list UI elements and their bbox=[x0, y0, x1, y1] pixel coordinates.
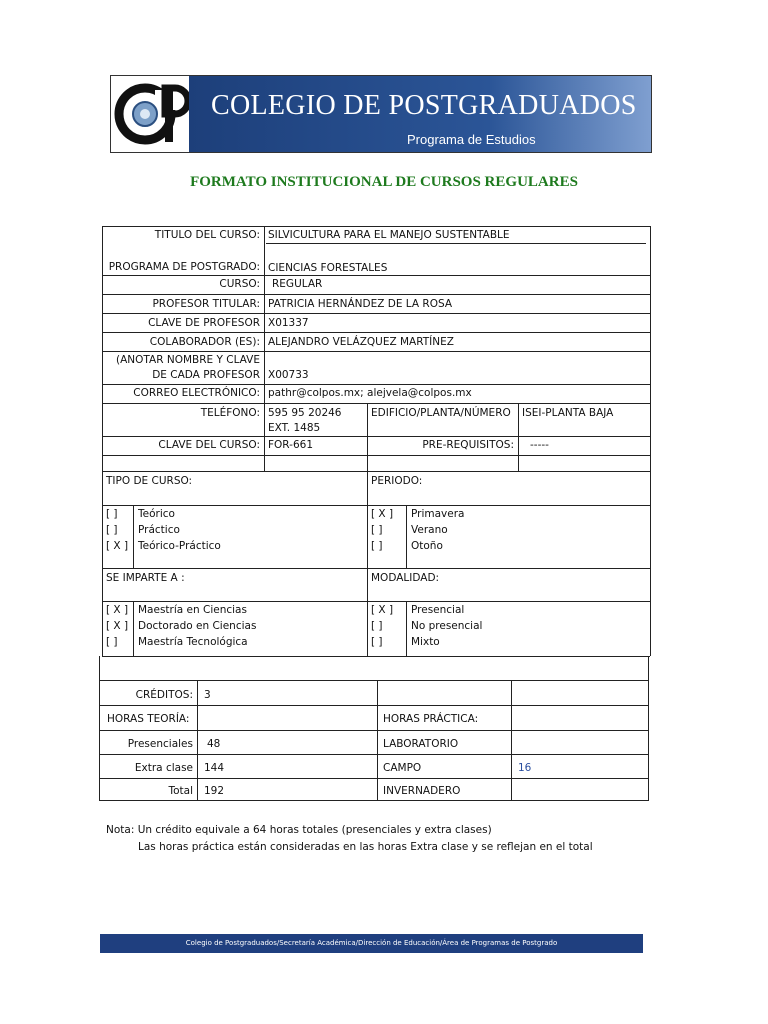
modalidad-mark-2: [ ] bbox=[371, 636, 383, 648]
titulo-value: SILVICULTURA PARA EL MANEJO SUSTENTABLE bbox=[268, 229, 510, 241]
imparte-label: SE IMPARTE A : bbox=[106, 572, 185, 584]
tipo-option-teorico: Teórico bbox=[138, 508, 175, 520]
modalidad-option-no-presencial: No presencial bbox=[411, 620, 483, 632]
presenciales-label: Presenciales bbox=[127, 738, 193, 750]
titulo-label: TITULO DEL CURSO: bbox=[154, 229, 260, 241]
clave-curso-label: CLAVE DEL CURSO: bbox=[158, 439, 260, 451]
laboratorio-label: LABORATORIO bbox=[383, 738, 459, 750]
telefono-label: TELÉFONO: bbox=[200, 407, 260, 419]
periodo-mark-1: [ ] bbox=[371, 524, 383, 536]
edificio-value: ISEI-PLANTA BAJA bbox=[522, 407, 614, 419]
anotar-label-1: (ANOTAR NOMBRE Y CLAVE bbox=[116, 354, 260, 366]
tipo-option-teorico-practico: Teórico-Práctico bbox=[138, 540, 221, 552]
periodo-option-verano: Verano bbox=[411, 524, 448, 536]
anotar-label-2: DE CADA PROFESOR bbox=[152, 369, 260, 381]
horas-practica-label: HORAS PRÁCTICA: bbox=[383, 713, 479, 725]
svg-text:CP: CP bbox=[115, 143, 123, 150]
profesor-label: PROFESOR TITULAR: bbox=[152, 298, 260, 310]
profesor-value: PATRICIA HERNÁNDEZ DE LA ROSA bbox=[268, 298, 453, 310]
clave-profesor-value: X01337 bbox=[268, 317, 309, 329]
imparte-mark-1: [ X ] bbox=[106, 620, 129, 632]
footer-bar: Colegio de Postgraduados/Secretaría Académica/Dirección de Educación/Área de Programas de Postgrado bbox=[100, 934, 643, 953]
correo-value: pathr@colpos.mx; alejvela@colpos.mx bbox=[268, 387, 472, 399]
tipo-curso-label: TIPO DE CURSO: bbox=[106, 475, 193, 487]
colaborador-value: ALEJANDRO VELÁZQUEZ MARTÍNEZ bbox=[268, 336, 454, 348]
telefono-value-2: EXT. 1485 bbox=[268, 422, 321, 434]
modalidad-label: MODALIDAD: bbox=[371, 572, 440, 584]
edificio-label: EDIFICIO/PLANTA/NÚMERO bbox=[371, 407, 511, 419]
creditos-value: 3 bbox=[204, 689, 211, 701]
correo-label: CORREO ELECTRÓNICO: bbox=[133, 387, 260, 399]
extra-clase-value: 144 bbox=[204, 762, 225, 774]
note-line-1: Nota: Un crédito equivale a 64 horas totales (presenciales y extra clases) bbox=[106, 824, 492, 836]
telefono-value-1: 595 95 20246 bbox=[268, 407, 342, 419]
colpos-logo-icon bbox=[111, 76, 189, 152]
presenciales-value: 48 bbox=[207, 738, 221, 750]
prereq-label: PRE-REQUISITOS: bbox=[422, 439, 514, 451]
total-label: Total bbox=[168, 785, 193, 797]
invernadero-label: INVERNADERO bbox=[383, 785, 461, 797]
clave-curso-value: FOR-661 bbox=[268, 439, 314, 451]
periodo-option-otono: Otoño bbox=[411, 540, 443, 552]
anotar-value: X00733 bbox=[268, 369, 309, 381]
colaborador-label: COLABORADOR (ES): bbox=[149, 336, 260, 348]
campo-label: CAMPO bbox=[383, 762, 422, 774]
note-line-2: Las horas práctica están consideradas en las horas Extra clase y se reflejan en el total bbox=[138, 841, 593, 853]
logo bbox=[111, 76, 189, 152]
extra-clase-label: Extra clase bbox=[134, 762, 193, 774]
prereq-value: ----- bbox=[530, 439, 549, 451]
periodo-mark-2: [ ] bbox=[371, 540, 383, 552]
horas-teoria-label: HORAS TEORÍA: bbox=[107, 713, 190, 725]
modalidad-option-presencial: Presencial bbox=[411, 604, 465, 616]
modalidad-option-mixto: Mixto bbox=[411, 636, 440, 648]
imparte-option-doctorado: Doctorado en Ciencias bbox=[138, 620, 257, 632]
periodo-mark-0: [ X ] bbox=[371, 508, 394, 520]
periodo-option-primavera: Primavera bbox=[411, 508, 465, 520]
curso-label: CURSO: bbox=[219, 278, 260, 290]
clave-profesor-label: CLAVE DE PROFESOR bbox=[148, 317, 260, 329]
creditos-label: CRÉDITOS: bbox=[135, 689, 193, 701]
institution-name: COLEGIO DE POSTGRADUADOS bbox=[211, 90, 637, 121]
programa-label: PROGRAMA DE POSTGRADO: bbox=[108, 261, 260, 273]
modalidad-mark-1: [ ] bbox=[371, 620, 383, 632]
tipo-mark-2: [ X ] bbox=[106, 540, 129, 552]
programa-value: CIENCIAS FORESTALES bbox=[268, 262, 388, 274]
total-value: 192 bbox=[204, 785, 225, 797]
imparte-mark-0: [ X ] bbox=[106, 604, 129, 616]
page-title: FORMATO INSTITUCIONAL DE CURSOS REGULARES bbox=[190, 174, 578, 190]
curso-value: REGULAR bbox=[272, 278, 323, 290]
periodo-label: PERIODO: bbox=[371, 475, 423, 487]
tipo-mark-0: [ ] bbox=[106, 508, 118, 520]
imparte-option-maestria: Maestría en Ciencias bbox=[138, 604, 247, 616]
tipo-mark-1: [ ] bbox=[106, 524, 118, 536]
header-banner bbox=[110, 75, 652, 153]
tipo-option-practico: Práctico bbox=[138, 524, 180, 536]
imparte-mark-2: [ ] bbox=[106, 636, 118, 648]
banner-subtitle: Programa de Estudios bbox=[407, 132, 536, 147]
modalidad-mark-0: [ X ] bbox=[371, 604, 394, 616]
imparte-option-tecnologica: Maestría Tecnológica bbox=[138, 636, 248, 648]
campo-value: 16 bbox=[518, 762, 532, 774]
